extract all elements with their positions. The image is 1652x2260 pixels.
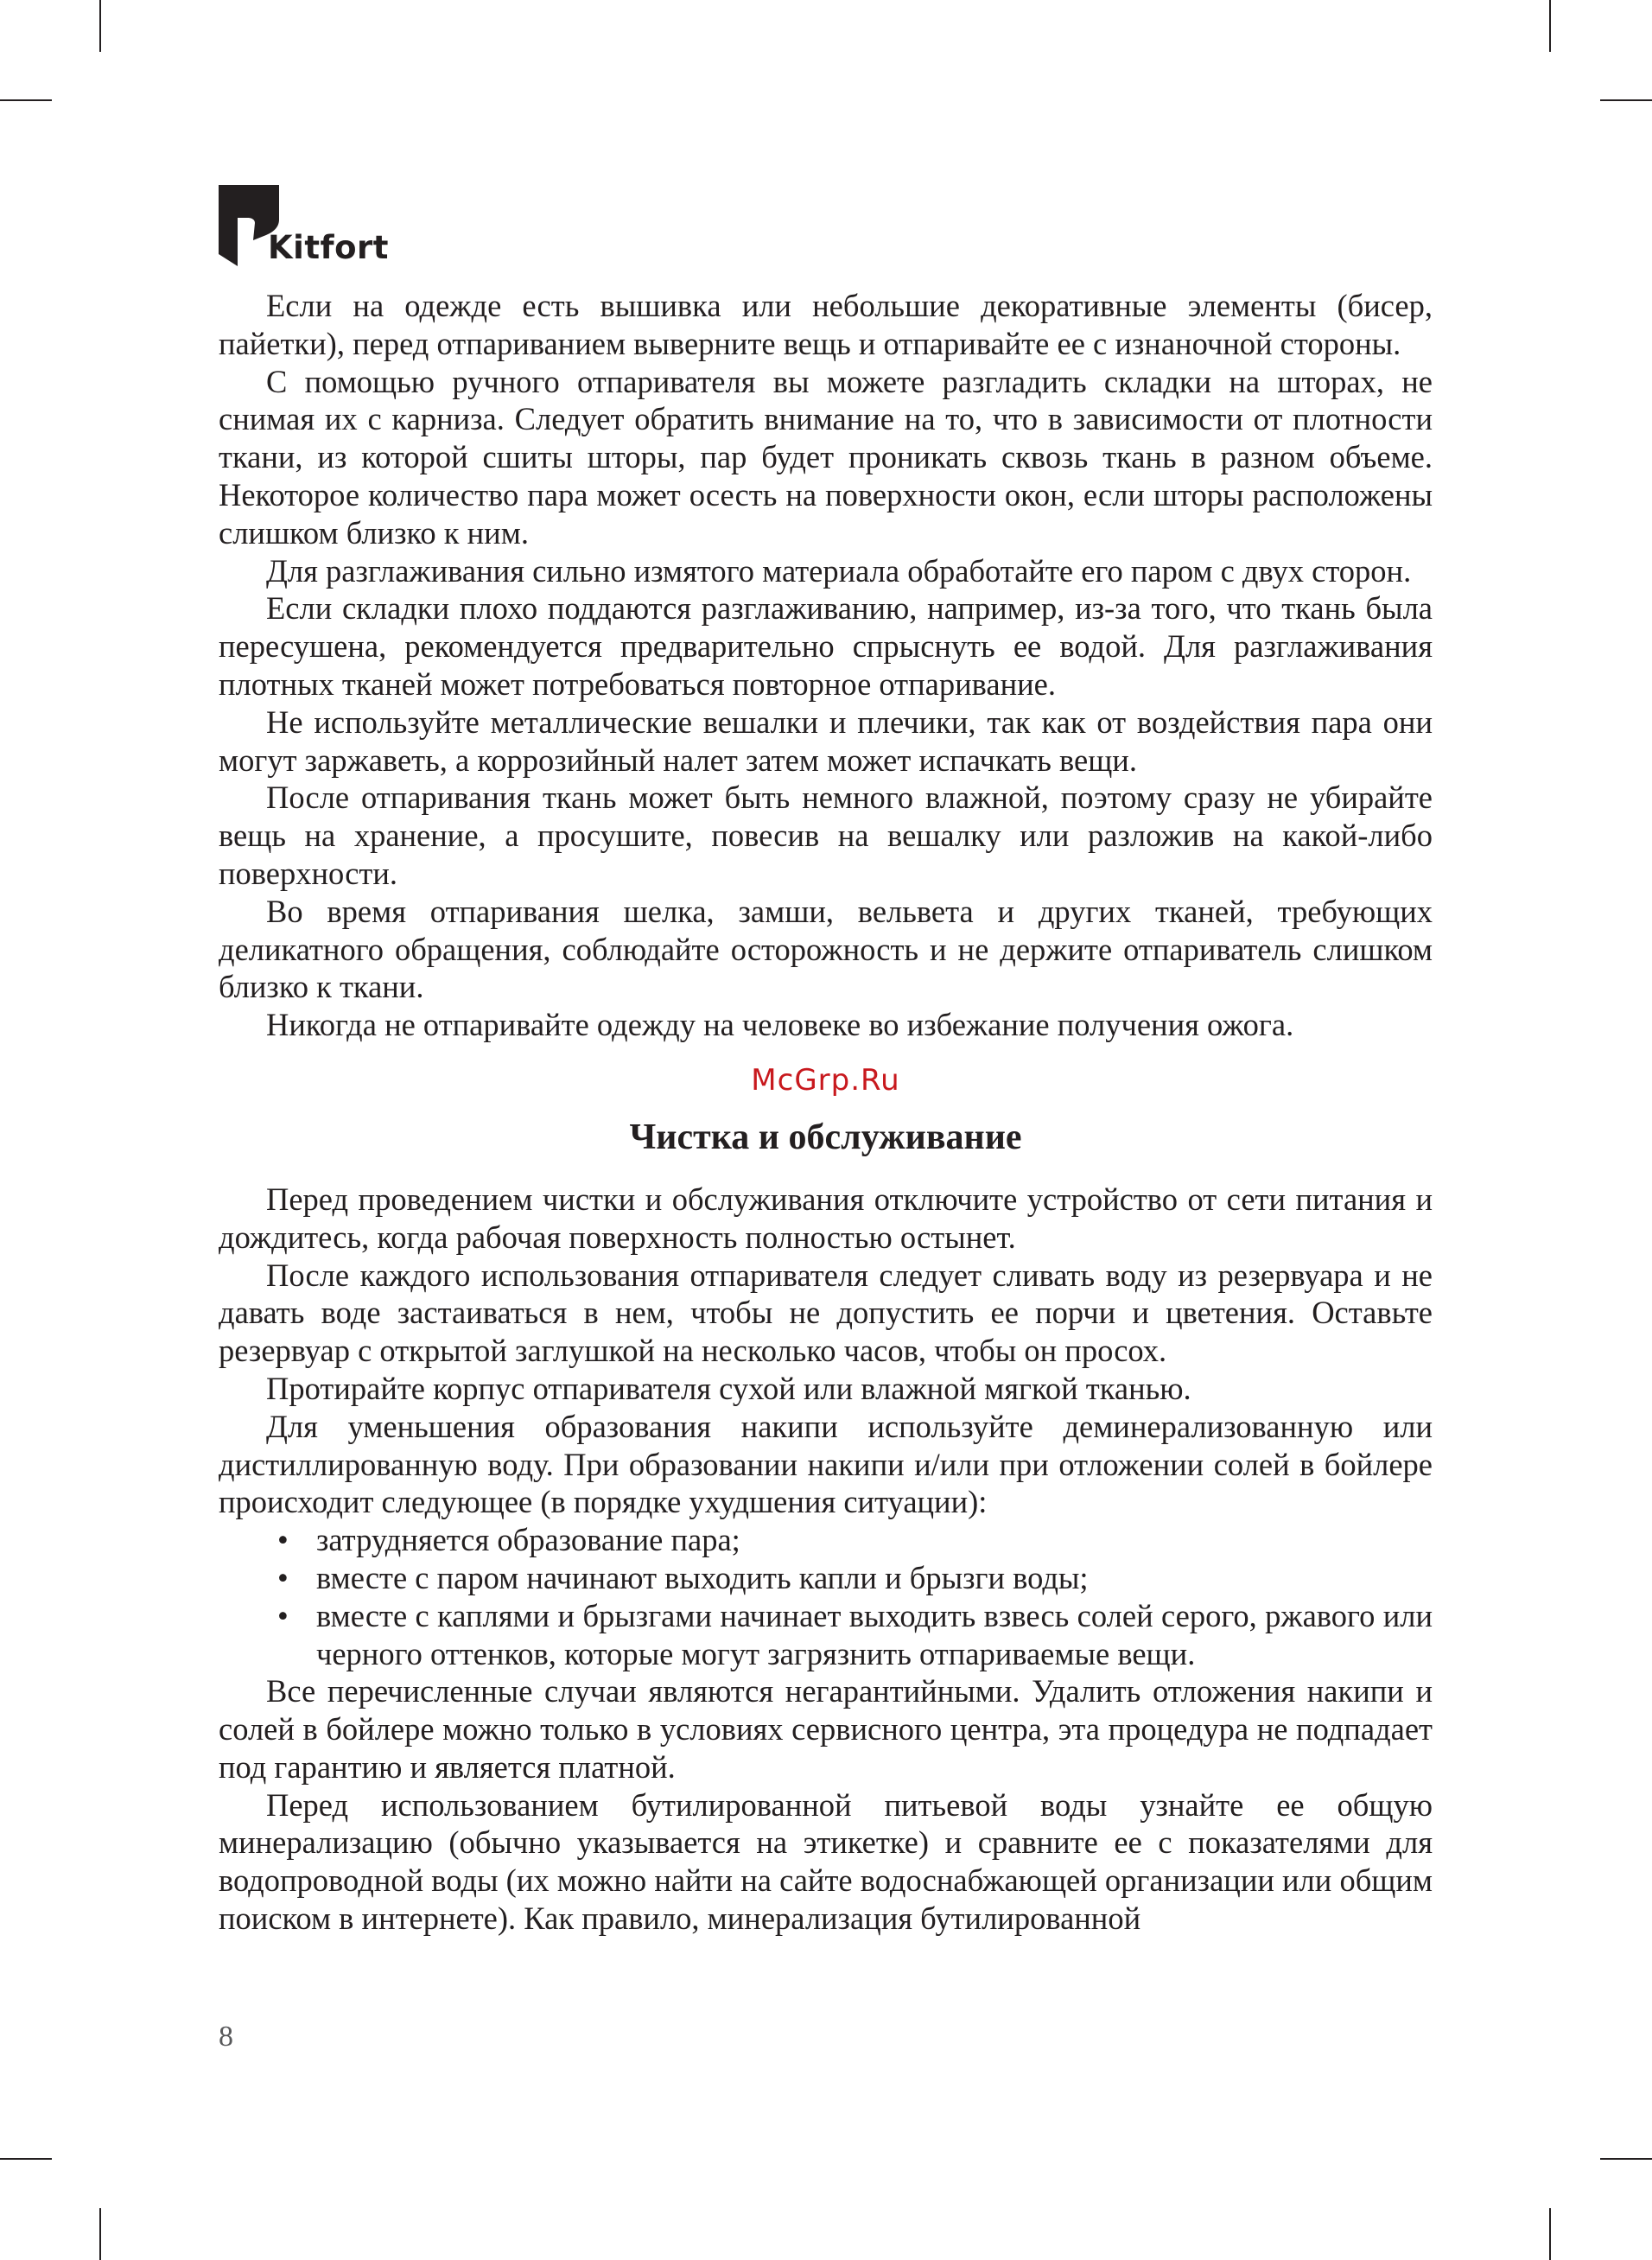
- page-number: 8: [219, 2021, 233, 2053]
- crop-mark-bottom-left-horizontal: [0, 2158, 52, 2160]
- list-item-text: затрудняется образование пара;: [316, 1522, 740, 1558]
- paragraph: Если складки плохо поддаются разглаживанию, например, из-за того, что ткань была пересушена, рекомендуется предварительно спрыснуть ее водой. Для разглаживания плотных тканей может потребоваться повторное отпаривание.: [219, 590, 1433, 702]
- list-item: [219, 1521, 1433, 1559]
- paragraph: Протирайте корпус отпаривателя сухой или влажной мягкой тканью.: [266, 1370, 1191, 1406]
- bullet-icon: •: [277, 1559, 289, 1595]
- paragraph: Перед использованием бутилированной питьевой воды узнайте ее общую минерализацию (обычно указывается на этикетке) и сравните ее с показателями для водопроводной воды (их можно найти на сайте водоснабжающей организации или общим поиском в интернете). Как правило, минерализация бутилированной: [219, 1786, 1433, 1937]
- section-heading: Чистка и обслуживание: [629, 1117, 1022, 1157]
- watermark-link[interactable]: McGrp.Ru: [751, 1062, 900, 1098]
- list-item-text: вместе с паром начинают выходить капли и брызги воды;: [316, 1559, 1089, 1595]
- paragraph: Не используйте металлические вешалки и плечики, так как от воздействия пара они могут заржаветь, а коррозийный налет затем может испачкать вещи.: [219, 703, 1433, 778]
- list-item: [219, 1559, 1433, 1597]
- brand-name: Kitfort: [268, 229, 389, 266]
- paragraph: Для уменьшения образования накипи используйте деминерализованную или дистиллированную воду. При образовании накипи и/или при отложении солей в бойлере происходит следующее (в порядке ухудшения ситуации):: [219, 1408, 1433, 1520]
- crop-mark-top-right-vertical: [1549, 0, 1551, 52]
- paragraph: Перед проведением чистки и обслуживания отключите устройство от сети питания и дождитесь, когда рабочая поверхность полностью остынет.: [219, 1181, 1433, 1255]
- paragraph: Если на одежде есть вышивка или небольшие декоративные элементы (бисер, пайетки), перед отпариванием выверните вещь и отпаривайте ее с изнаночной стороны.: [219, 288, 1433, 361]
- crop-mark-top-left-vertical: [99, 0, 101, 52]
- document-body: [219, 287, 1433, 1938]
- list-item: [219, 1597, 1433, 1673]
- paragraph: С помощью ручного отпаривателя вы можете разгладить складки на шторах, не снимая их с карниза. Следует обратить внимание на то, что в зависимости от плотности ткани, из которой сшиты шторы, пар будет проникать сквозь ткань в разном объеме. Некоторое количество пара может осесть на поверхности окон, если шторы расположены слишком близко к ним.: [219, 363, 1433, 551]
- crop-mark-top-right-horizontal: [1600, 99, 1652, 101]
- paragraph: После отпаривания ткань может быть немного влажной, поэтому сразу не убирайте вещь на хранение, а просушите, повесив на вешалку или разложив на какой-либо поверхности.: [219, 780, 1433, 891]
- paragraph: Никогда не отпаривайте одежду на человеке во избежание получения ожога.: [266, 1007, 1294, 1043]
- crop-mark-bottom-left-vertical: [99, 2208, 101, 2260]
- bullet-list: [219, 1521, 1433, 1672]
- crop-mark-bottom-right-horizontal: [1600, 2158, 1652, 2160]
- list-item-text: вместе с каплями и брызгами начинает выходить взвесь солей серого, ржавого или черного оттенков, которые могут загрязнить отпариваемые вещи.: [316, 1597, 1433, 1671]
- bullet-icon: •: [277, 1597, 289, 1633]
- paragraph: Все перечисленные случаи являются негарантийными. Удалить отложения накипи и солей в бойлере можно только в условиях сервисного центра, эта процедура не подпадает под гарантию и является платной.: [219, 1673, 1433, 1785]
- crop-mark-bottom-right-vertical: [1549, 2208, 1551, 2260]
- paragraph: Во время отпаривания шелка, замши, вельвета и других тканей, требующих деликатного обращения, соблюдайте осторожность и не держите отпариватель слишком близко к ткани.: [219, 893, 1433, 1005]
- bullet-icon: •: [277, 1522, 289, 1558]
- paragraph: После каждого использования отпаривателя следует сливать воду из резервуара и не давать воде застаиваться в нем, чтобы не допустить ее порчи и цветения. Оставьте резервуар с открытой заглушкой на несколько часов, чтобы он просох.: [219, 1257, 1433, 1369]
- crop-mark-top-left-horizontal: [0, 99, 52, 101]
- paragraph: Для разглаживания сильно измятого материала обработайте его паром с двух сторон.: [266, 552, 1412, 589]
